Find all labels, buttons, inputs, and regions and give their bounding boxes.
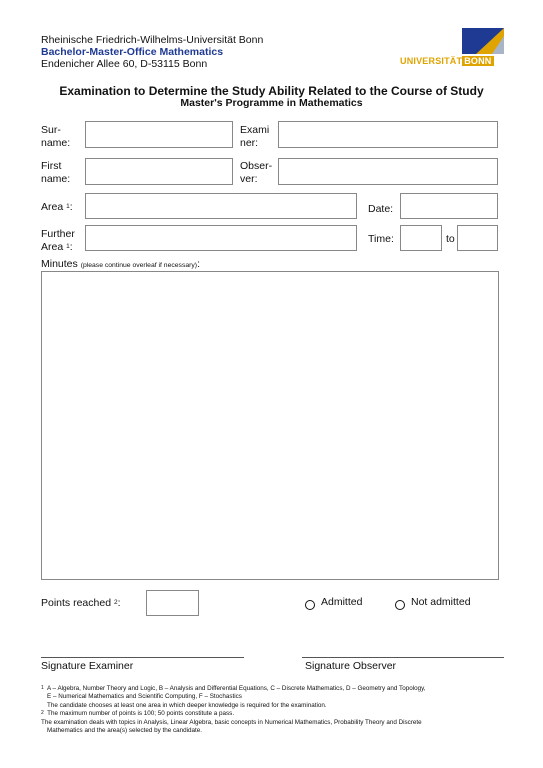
firstname-field[interactable] bbox=[85, 158, 233, 185]
observer-field[interactable] bbox=[278, 158, 498, 185]
university-logo-text: UNIVERSITÄT BONN bbox=[400, 56, 492, 66]
firstname-label: First name: bbox=[41, 160, 71, 185]
time-to-label: to bbox=[446, 233, 455, 245]
footnotes bbox=[41, 685, 511, 735]
office-address: Endenicher Allee 60, D-53115 Bonn bbox=[41, 58, 208, 70]
not-admitted-label: Not admitted bbox=[411, 596, 471, 608]
signature-examiner-line bbox=[41, 657, 244, 658]
footnote-1-line-3: The candidate chooses at least one area in which deeper knowledge is required for the examination. bbox=[47, 701, 327, 709]
minutes-label: Minutes (please continue overleaf if necessary): bbox=[41, 258, 200, 270]
area-field[interactable] bbox=[85, 193, 357, 219]
footnote-1-line-1: $^1$ A – Algebra, Number Theory and Logic, B – Analysis and Differential Equations, C – Discrete Mathematics, D – Geometry and Topology, bbox=[41, 685, 426, 692]
footnote-2: $^2$ The maximum number of points is 100; 50 points constitute a pass. bbox=[41, 710, 235, 718]
page-subtitle: Master's Programme in Mathematics bbox=[180, 97, 363, 109]
not-admitted-radio[interactable] bbox=[395, 600, 405, 610]
university-name: Rheinische Friedrich-Wilhelms-Universität Bonn bbox=[41, 34, 264, 46]
date-label: Date: bbox=[368, 203, 394, 215]
surname-label: Sur- name: bbox=[41, 124, 71, 149]
points-field[interactable] bbox=[146, 590, 199, 616]
time-label: Time: bbox=[368, 233, 394, 245]
observer-label: Obser- ver: bbox=[240, 160, 273, 185]
page-title: Examination to Determine the Study Ability Related to the Course of Study bbox=[59, 84, 484, 98]
further-area-field[interactable] bbox=[85, 225, 357, 251]
surname-field[interactable] bbox=[85, 121, 233, 148]
further-area-label: Further Area $^1$: bbox=[41, 228, 75, 253]
examiner-label: Exami ner: bbox=[240, 124, 270, 149]
footnote-3-line-2: Mathematics and the area(s) selected by the candidate. bbox=[47, 727, 203, 735]
area-label: Area $^1$: bbox=[41, 201, 73, 213]
signature-observer-label: Signature Observer bbox=[305, 660, 397, 672]
university-logo-icon bbox=[462, 28, 504, 54]
signature-examiner-label: Signature Examiner bbox=[41, 660, 134, 672]
time-to-field[interactable] bbox=[457, 225, 498, 251]
footnote-3-line-1: The examination deals with topics in Analysis, Linear Algebra, basic concepts in Numerical Mathematics, Probability Theory and Discrete bbox=[41, 718, 422, 726]
examiner-field[interactable] bbox=[278, 121, 498, 148]
time-from-field[interactable] bbox=[400, 225, 442, 251]
admitted-radio[interactable] bbox=[305, 600, 315, 610]
footnote-1-line-2: E – Numerical Mathematics and Scientific Computing, F – Stochastics bbox=[47, 693, 242, 701]
date-field[interactable] bbox=[400, 193, 498, 219]
minutes-textarea[interactable] bbox=[41, 271, 499, 580]
admitted-label: Admitted bbox=[321, 596, 363, 608]
office-name: Bachelor-Master-Office Mathematics bbox=[41, 46, 224, 58]
signature-observer-line bbox=[302, 657, 504, 658]
points-label: Points reached $^2$: bbox=[41, 597, 121, 609]
